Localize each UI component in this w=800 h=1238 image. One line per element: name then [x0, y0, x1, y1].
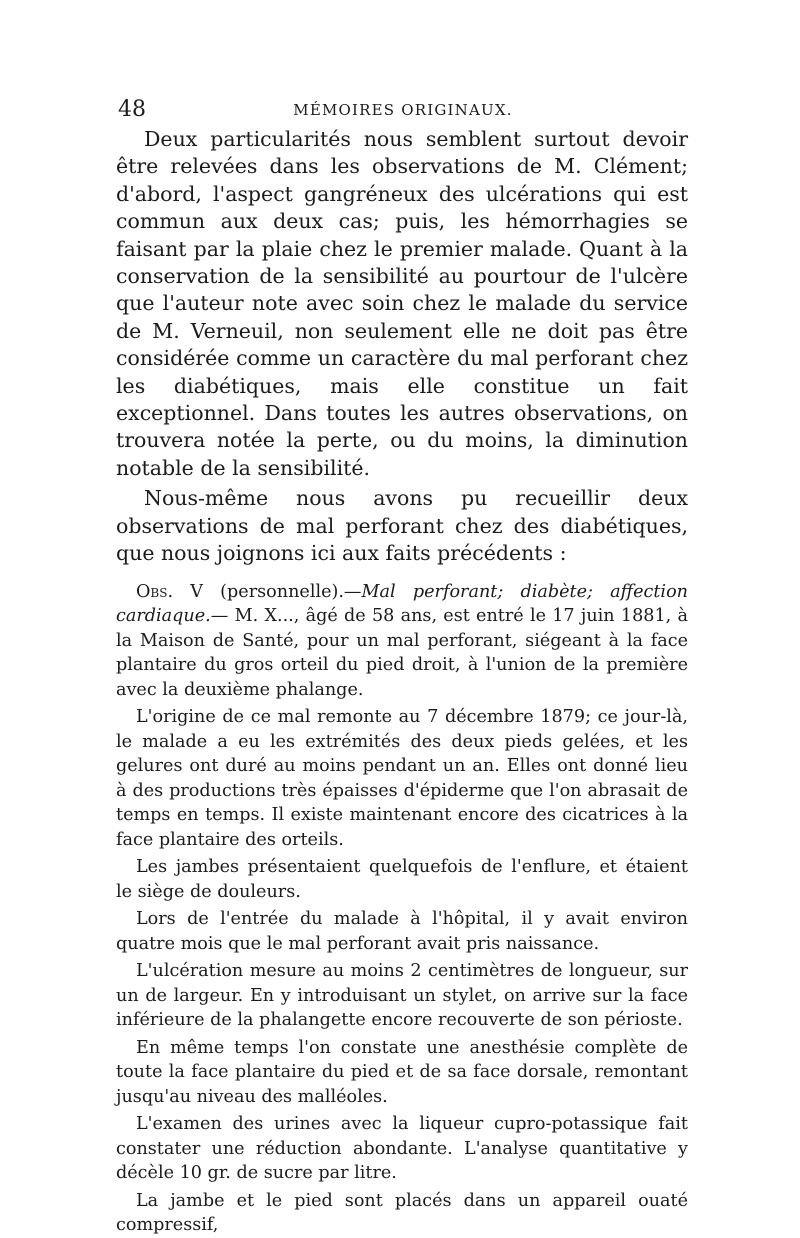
observation-paragraph: La jambe et le pied sont placés dans un appareil ouaté compressif, [116, 1190, 688, 1235]
paragraph: Deux particularités nous semblent surtout devoir être relevées dans les observations de M. Clément; d'abord, l'aspect gangréneux des ulcérations qui est commun aux deux cas; puis, les hémorrhagies se faisant par la plaie chez le premier malade. Quant à la conservation de la sensibilité au pourtour de l'ulcère que l'auteur note avec soin chez le malade du service de M. Verneuil, non seulement elle ne doit pas être considérée comme un caractère du mal perforant chez les diabétiques, mais elle constitue un fait exceptionnel. Dans toutes les autres observations, on trouvera notée la perte, ou du moins, la diminution notable de la sensibilité. [116, 127, 688, 480]
observation-paragraph: L'ulcération mesure au moins 2 centimètres de longueur, sur un de largeur. En y introduisant un stylet, on arrive sur la face inférieure de la phalangette encore recouverte de son périoste. [116, 961, 688, 1030]
page-number: 48 [118, 97, 146, 122]
observation-label: Obs. V [136, 581, 203, 602]
observation-paragraph: Les jambes présentaient quelquefois de l'enflure, et étaient le siège de douleurs. [116, 857, 688, 902]
page-header [118, 96, 688, 124]
observation-paragraph: L'examen des urines avec la liqueur cupro-potassique fait constater une réduction abondante. L'analyse quantitative y décèle 10 gr. de sucre par litre. [116, 1114, 688, 1183]
observation-text: M. X..., âgé de 58 ans, est entré le 17 juin 1881, à la Maison de Santé, pour un mal perforant, siégeant à la face plantaire du gros orteil du pied droit, à l'union de la première avec la deuxième phalange. [116, 606, 688, 700]
body-text [116, 126, 688, 1238]
observation-title: Mal perforant; diabète; affection cardiaque.— [116, 581, 688, 626]
observation-paragraph: En même temps l'on constate une anesthésie complète de toute la face plantaire du pied et de sa face dorsale, remontant jusqu'au niveau des malléoles. [116, 1037, 688, 1107]
observation-paragraph: L'origine de ce mal remonte au 7 décembre 1879; ce jour-là, le malade a eu les extrémités des deux pieds gelées, et les gelures ont duré au moins pendant un an. Elles ont donné lieu à des productions très épaisses d'épiderme que l'on abrasait de temps en temps. Il existe maintenant encore des cicatrices à la face plantaire des orteils. [116, 707, 688, 850]
paragraph: Nous-même nous avons pu recueillir deux observations de mal perforant chez des diabétiques, que nous joignons ici aux faits précédents : [116, 486, 688, 566]
observation-heading [116, 580, 688, 703]
running-title: MÉMOIRES ORIGINAUX. [293, 101, 513, 119]
observation-paragraph: Lors de l'entrée du malade à l'hôpital, il y avait environ quatre mois que le mal perforant avait pris naissance. [116, 909, 688, 954]
observation-label-suffix: (personnelle).— [202, 581, 362, 602]
